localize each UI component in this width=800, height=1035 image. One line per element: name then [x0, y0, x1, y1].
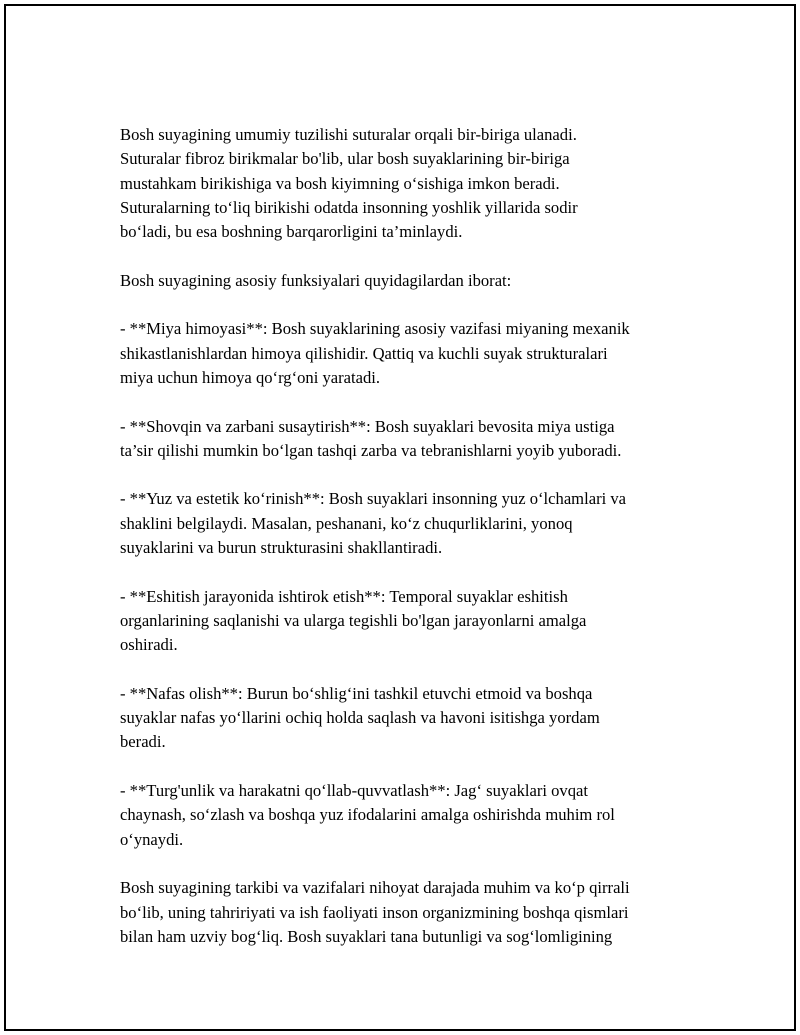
list-item-shock-absorption — [120, 415, 690, 464]
page-frame — [4, 4, 796, 1031]
paragraph-functions-intro — [120, 269, 690, 293]
text-line: bo‘lib, uning tahririyati va ish faoliyati inson organizmining boshqa qismlari — [120, 902, 629, 922]
text-line: shikastlanishlardan himoya qilishidir. Qattiq va kuchli suyak strukturalari — [120, 343, 608, 363]
text-line: bo‘ladi, bu esa boshning barqarorligini ta’minlaydi. — [120, 222, 463, 242]
document-body — [120, 123, 690, 949]
text-line: Bosh suyagining tarkibi va vazifalari nihoyat darajada muhim va ko‘p qirrali — [120, 878, 630, 898]
text-line: miya uchun himoya qo‘rg‘oni yaratadi. — [120, 367, 381, 387]
text-line: organlarining saqlanishi va ularga tegishli bo'lgan jarayonlarni amalga — [120, 610, 587, 630]
text-line: mustahkam birikishiga va bosh kiyimning o‘sishiga imkon beradi. — [120, 173, 560, 193]
text-line: bilan ham uzviy bog‘liq. Bosh suyaklari tana butunligi va sog‘lomligining — [120, 926, 613, 946]
text-line: - **Miya himoyasi**: Bosh suyaklarining asosiy vazifasi miyaning mexanik — [120, 319, 630, 339]
text-line: Suturalarning to‘liq birikishi odatda insonning yoshlik yillarida sodir — [120, 197, 578, 217]
list-item-hearing — [120, 585, 690, 658]
list-item-stability-movement — [120, 779, 690, 852]
text-line: ta’sir qilishi mumkin bo‘lgan tashqi zarba va tebranishlarni yoyib yuboradi. — [120, 440, 622, 460]
text-line: chaynash, so‘zlash va boshqa yuz ifodalarini amalga oshirishda muhim rol — [120, 805, 615, 825]
paragraph-skull-structure — [120, 123, 690, 244]
text-line: - **Nafas olish**: Burun bo‘shlig‘ini tashkil etuvchi etmoid va boshqa — [120, 683, 593, 703]
text-line: - **Shovqin va zarbani susaytirish**: Bosh suyaklari bevosita miya ustiga — [120, 416, 615, 436]
text-line: - **Eshitish jarayonida ishtirok etish**: Temporal suyaklar eshitish — [120, 586, 568, 606]
text-line: shaklini belgilaydi. Masalan, peshanani, ko‘z chuqurliklarini, yonoq — [120, 513, 573, 533]
text-line: beradi. — [120, 732, 166, 752]
text-line: Suturalar fibroz birikmalar bo'lib, ular bosh suyaklarining bir-biriga — [120, 149, 570, 169]
list-item-face-aesthetics — [120, 487, 690, 560]
text-line: oshiradi. — [120, 635, 178, 655]
text-line: suyaklar nafas yo‘llarini ochiq holda saqlash va havoni isitishga yordam — [120, 708, 600, 728]
list-item-breathing — [120, 682, 690, 755]
text-line: Bosh suyagining asosiy funksiyalari quyidagilardan iborat: — [120, 270, 512, 290]
text-line: suyaklarini va burun strukturasini shakllantiradi. — [120, 538, 443, 558]
text-line: Bosh suyagining umumiy tuzilishi suturalar orqali bir-biriga ulanadi. — [120, 125, 577, 144]
text-line: o‘ynaydi. — [120, 829, 184, 849]
list-item-brain-protection — [120, 317, 690, 390]
paragraph-conclusion — [120, 876, 690, 949]
text-line: - **Turg'unlik va harakatni qo‘llab-quvvatlash**: Jag‘ suyaklari ovqat — [120, 781, 588, 801]
text-line: - **Yuz va estetik ko‘rinish**: Bosh suyaklari insonning yuz o‘lchamlari va — [120, 489, 627, 509]
